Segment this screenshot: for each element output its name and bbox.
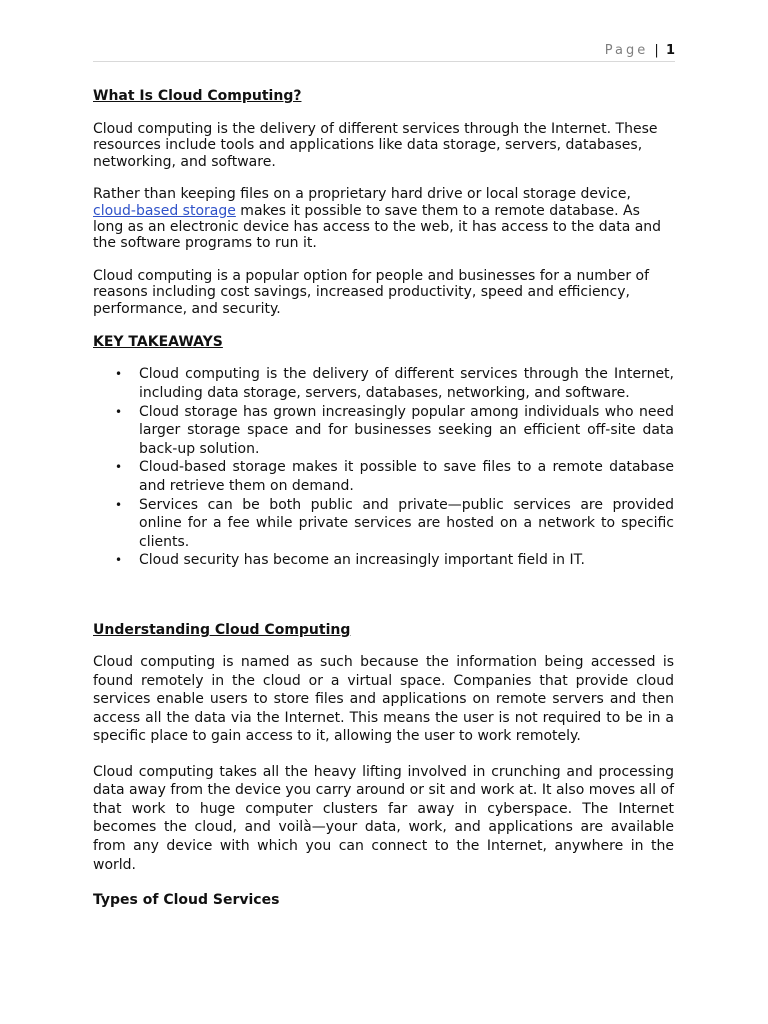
list-item-text: Services can be both public and private—public services are provided online for a fee while private services are hosted on a network to specific clients. (139, 496, 674, 550)
list-item-text: Cloud-based storage makes it possible to save files to a remote database and retrieve them on demand. (139, 459, 674, 495)
bullet-icon: • (115, 404, 123, 419)
section-title: What Is Cloud Computing? (93, 88, 302, 104)
paragraph: Cloud computing is named as such because the information being accessed is found remotely in the cloud or a virtual space. Companies that provide cloud services enable users to store files and applications on remote servers and then access all the data via the Internet. This means the user is not required to be in a specific place to gain access to it, allowing the user to work remotely. (93, 654, 674, 745)
bullet-icon: • (115, 367, 123, 382)
paragraph: Cloud computing is the delivery of different services through the Internet. These resources include tools and applications like data storage, servers, databases, networking, and software. (93, 121, 658, 170)
section-title: Types of Cloud Services (93, 891, 280, 908)
page-number: 1 (665, 43, 675, 58)
section-title: Understanding Cloud Computing (93, 622, 351, 638)
bullet-icon: • (115, 497, 123, 512)
paragraph-text: Rather than keeping files on a proprietary hard drive or local storage device, (93, 186, 631, 203)
section-what-is-cloud-computing (93, 87, 674, 317)
key-takeaways (93, 333, 674, 570)
page-header (93, 43, 675, 62)
list-item (115, 551, 674, 570)
page-label: Page (604, 43, 649, 58)
page-separator: | (654, 43, 659, 58)
list-item (115, 496, 674, 552)
key-takeaways-title: KEY TAKEAWAYS (93, 334, 223, 351)
cloud-based-storage-link[interactable]: cloud-based storage (93, 202, 236, 219)
list-item (115, 458, 674, 495)
document-body (93, 87, 674, 909)
key-takeaways-list (93, 365, 674, 570)
paragraph-text: makes it possible to save them to a remote database. As long as an electronic device has access to the web, it has access to the data and the software programs to run it. (93, 202, 662, 252)
list-item-text: Cloud security has become an increasingly important field in IT. (139, 552, 585, 569)
paragraph: Cloud computing is a popular option for people and businesses for a number of reasons including cost savings, increased productivity, speed and efficiency, performance, and security. (93, 268, 650, 317)
paragraph-with-link (93, 186, 674, 251)
section-understanding-cloud-computing (93, 621, 674, 874)
page-number-label (605, 43, 675, 58)
list-item-text: Cloud computing is the delivery of different services through the Internet, including data storage, servers, databases, networking, and software. (139, 366, 674, 402)
list-item (115, 403, 674, 459)
bullet-icon: • (115, 553, 123, 568)
section-types-of-cloud-services (93, 891, 674, 909)
spacer (93, 570, 674, 621)
list-item-text: Cloud storage has grown increasingly popular among individuals who need larger storage space and for businesses seeking an efficient off-site data back-up solution. (139, 403, 674, 457)
list-item (115, 365, 674, 402)
paragraph: Cloud computing takes all the heavy lifting involved in crunching and processing data away from the device you carry around or sit and work at. It also moves all of that work to huge computer clusters far away in cyberspace. The Internet becomes the cloud, and voilà—your data, work, and applications are available from any device with which you can connect to the Internet, anywhere in the world. (93, 763, 674, 873)
bullet-icon: • (115, 460, 123, 475)
